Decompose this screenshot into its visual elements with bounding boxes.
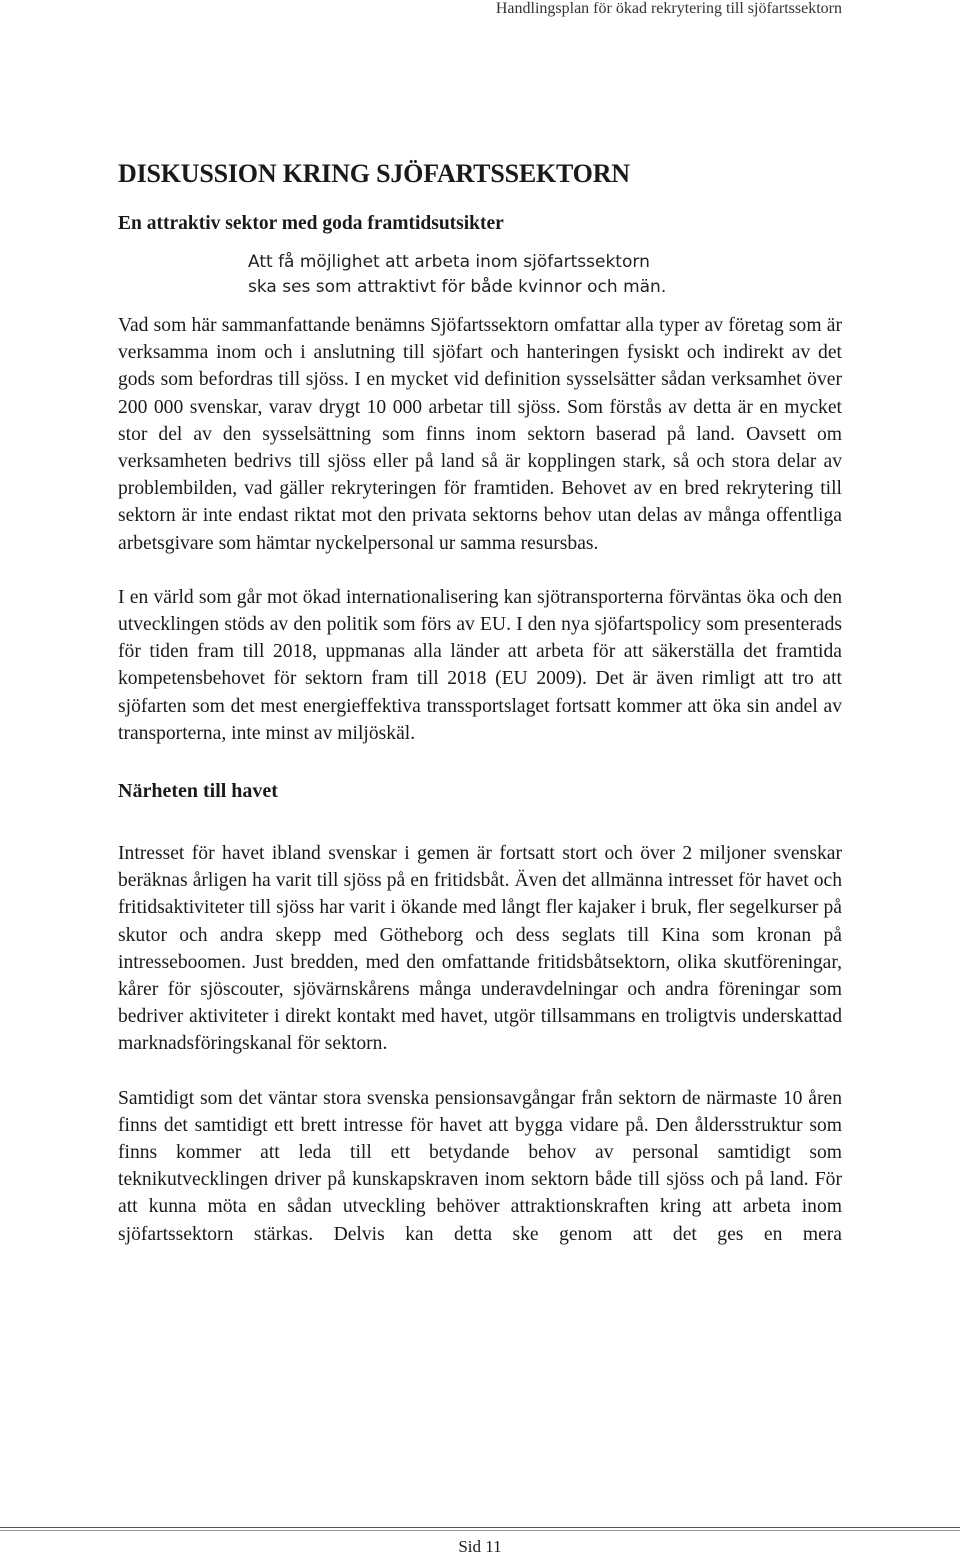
section-title: DISKUSSION KRING SJÖFARTSSEKTORN <box>118 159 630 188</box>
footer-divider <box>0 1530 960 1531</box>
body-paragraph: Intresset för havet ibland svenskar i gemen är fortsatt stort och över 2 miljoner svenskar beräknas årligen ha varit till sjöss på en fritidsbåt. Även det allmänna intresset för havet och fritidsaktiviteter till sjöss har varit i ökande med långt fler kajaker i bruk, fler segelkurser på skutor och andra skepp med Götheborg och dess seglats till Kina som kronan på intresseboomen. Just bredden, med den omfattande fritidsbåtsektorn, olika skutföreningar, kårer för sjöscouter, sjövärnskårens många underavdelningar och andra föreningar som bedriver aktiviteter i direkt kontakt med havet, utgör tillsammans en troligtvis underskattad marknadsföringskanal för sektorn. <box>118 843 842 1055</box>
pull-quote-line: Att få möjlighet att arbeta inom sjöfartssektorn <box>248 252 650 272</box>
body-paragraph: Vad som här sammanfattande benämns Sjöfartssektorn omfattar alla typer av företag som är verksamma inom och i anslutning till sjöfart och hanteringen fysiskt och indirekt av det gods som befordras till sjöss. I en mycket vid definition sysselsätter sådan verksamhet över 200 000 svenskar, varav drygt 10 000 arbetar till sjöss. Som förstås av detta är en mycket stor del av den sysselsättning som finns inom sektorn baserad på land. Oavsett om verksamheten bedrivs till sjöss eller på land så är kopplingen stark, så och stora delar av problembilden, vad gäller rekryteringen för framtiden. Behovet av en bred rekrytering till sektorn är inte endast riktat mot den privata sektorns behov utan delas av många offentliga arbetsgivare som hämtar nyckelpersonal ur samma resursbas. <box>118 315 842 554</box>
pull-quote <box>248 250 842 300</box>
running-header: Handlingsplan för ökad rekrytering till sjöfartssektorn <box>495 0 842 17</box>
footer-divider <box>0 1527 960 1528</box>
section-subtitle: En attraktiv sektor med goda framtidsutsikter <box>118 213 504 234</box>
pull-quote-line: ska ses som attraktivt för både kvinnor och män. <box>248 277 667 297</box>
body-paragraph: Samtidigt som det väntar stora svenska pensionsavgångar från sektorn de närmaste 10 åren finns det samtidigt ett brett intresse för havet att bygga vidare på. Den åldersstruktur som finns kommer att leda till ett betydande behov av personal samtidigt som teknikutvecklingen driver på kunskapskraven inom sektorn både till sjöss och på land. För att kunna möta en sådan utveckling behöver attraktionskraften kring att arbeta inom sjöfartssektorn stärkas. Delvis kan detta ske genom att det ges en mera <box>118 1087 842 1245</box>
body-paragraph: I en värld som går mot ökad internationalisering kan sjötransporterna förväntas öka och den utvecklingen stöds av den politik som förs av EU. I den nya sjöfartspolicy som presenterads för tiden fram till 2018, uppmanas alla länder att arbeta för att säkerställa det framtida kompetensbehovet för sektorn fram till 2018 (EU 2009). Det är även rimligt att tro att sjöfarten som det mest energieffektiva transsportslaget fortsatt kommer att öka sin andel av transporterna, inte minst av miljöskäl. <box>118 586 842 744</box>
document-body <box>118 158 842 1248</box>
subsection-heading: Närheten till havet <box>118 780 278 803</box>
page-number: Sid 11 <box>458 1537 502 1556</box>
